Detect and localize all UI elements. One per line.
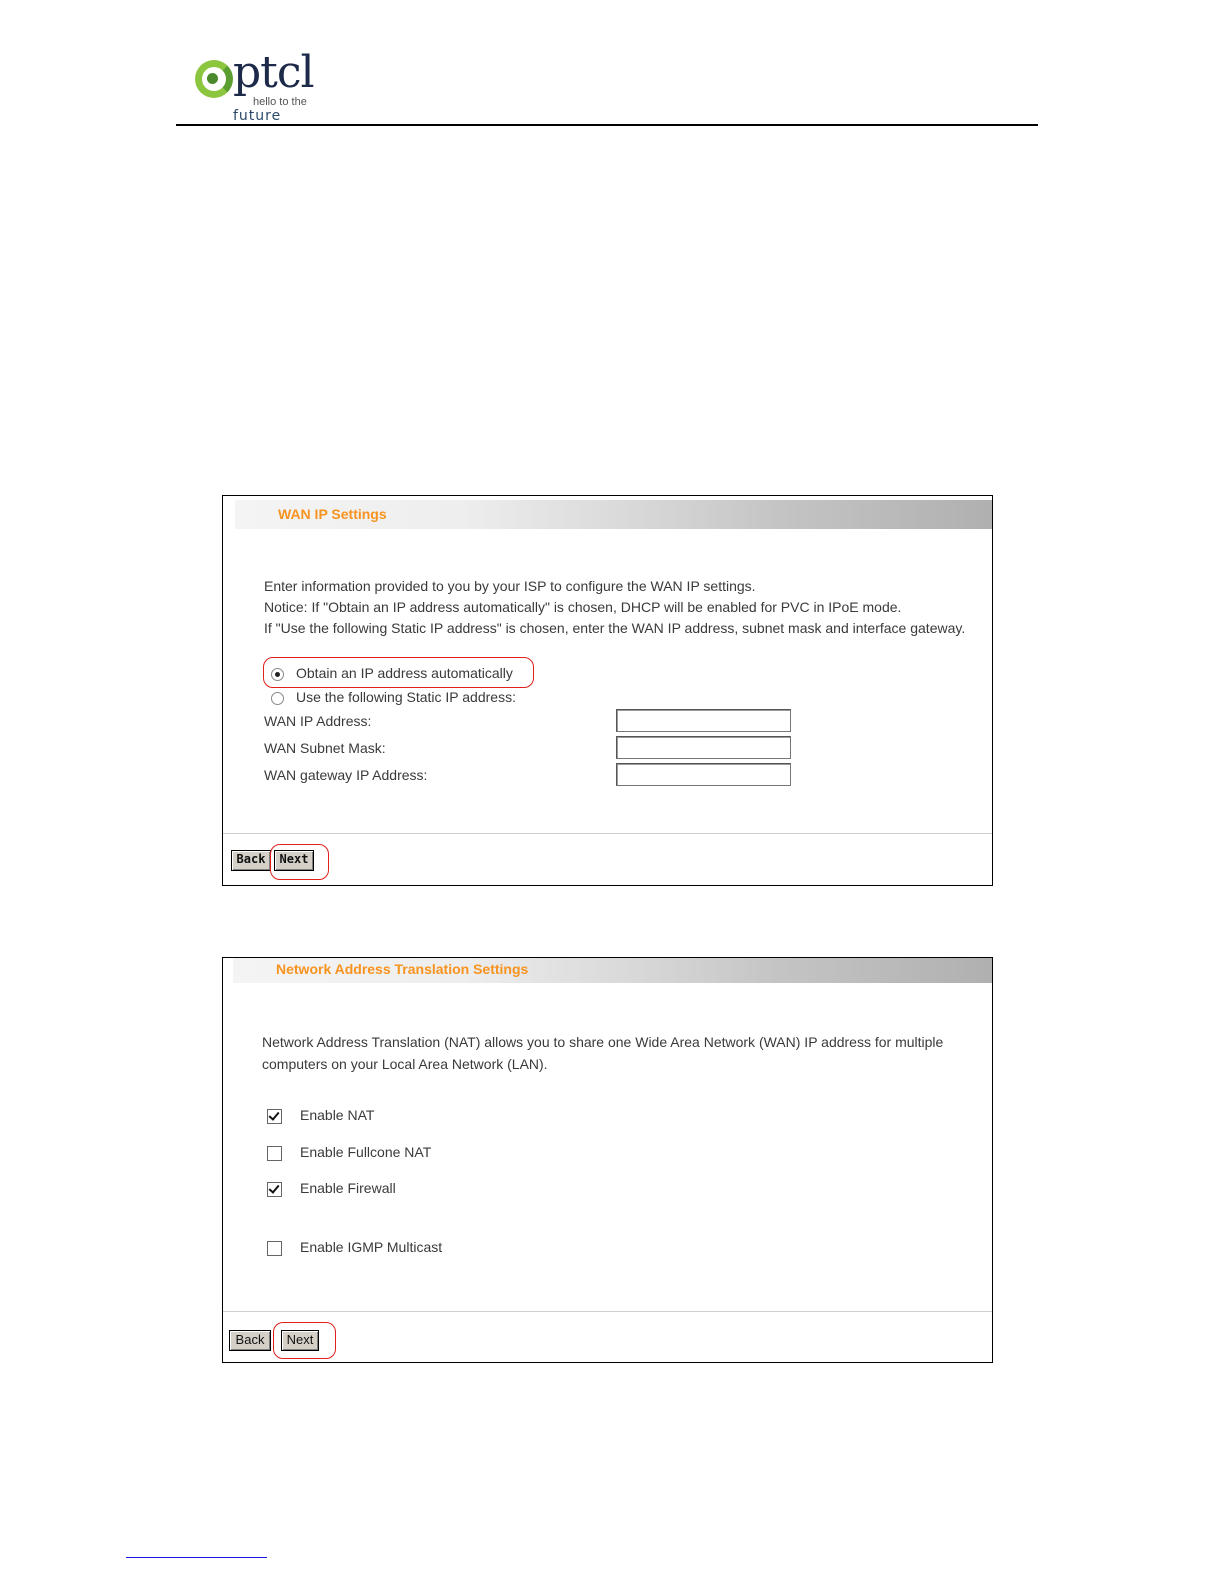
checkbox-icon[interactable] [267, 1109, 282, 1124]
wan-next-button[interactable]: Next [274, 850, 314, 871]
logo-tagline: hello to the [253, 96, 307, 108]
nat-panel-title: Network Address Translation Settings [276, 961, 529, 977]
checkbox-enable-firewall[interactable] [267, 1180, 396, 1197]
wan-ip-label: WAN IP Address: [264, 713, 372, 729]
nat-description-line-2: computers on your Local Area Network (LAN). [262, 1056, 548, 1072]
wan-panel-title: WAN IP Settings [278, 506, 387, 522]
wan-back-button[interactable]: Back [231, 850, 271, 871]
radio-button-icon[interactable] [271, 692, 284, 705]
checkbox-icon[interactable] [267, 1146, 282, 1161]
wan-ip-settings-panel [222, 495, 993, 886]
highlight-obtain-ip-auto [263, 657, 534, 688]
nat-settings-panel [222, 957, 993, 1363]
checkbox-label: Enable Firewall [300, 1180, 396, 1196]
highlight-nat-next [273, 1322, 336, 1359]
radio-label: Obtain an IP address automatically [296, 665, 513, 681]
checkbox-icon[interactable] [267, 1182, 282, 1197]
logo-wordmark: ptcl [233, 47, 314, 98]
checkbox-icon[interactable] [267, 1241, 282, 1256]
checkbox-enable-nat[interactable] [267, 1107, 374, 1124]
footer-link-underline [126, 1557, 267, 1558]
radio-label: Use the following Static IP address: [296, 689, 516, 705]
ptcl-logo [195, 47, 325, 126]
checkbox-enable-igmp-multicast[interactable] [267, 1239, 442, 1256]
header-divider [176, 124, 1038, 126]
wan-gateway-label: WAN gateway IP Address: [264, 767, 428, 783]
wan-footer-divider [223, 833, 992, 834]
checkbox-label: Enable Fullcone NAT [300, 1144, 432, 1160]
checkbox-enable-fullcone-nat[interactable] [267, 1144, 431, 1161]
wan-subnet-mask-input[interactable] [616, 736, 791, 759]
wan-description-line-1: Enter information provided to you by your ISP to configure the WAN IP settings. [264, 578, 756, 594]
nat-footer-divider [223, 1311, 992, 1312]
nat-description-line-1: Network Address Translation (NAT) allows you to share one Wide Area Network (WAN) IP address for multiple [262, 1034, 944, 1050]
checkbox-label: Enable IGMP Multicast [300, 1239, 443, 1255]
radio-static-ip[interactable] [271, 689, 516, 705]
nat-panel-titlebar [233, 958, 992, 983]
wan-panel-titlebar [235, 500, 992, 529]
wan-description-line-3: If "Use the following Static IP address" is chosen, enter the WAN IP address, subnet mask and interface gateway. [264, 620, 966, 636]
logo-dot-icon [207, 73, 218, 84]
nat-back-button[interactable]: Back [229, 1330, 271, 1351]
wan-subnet-mask-label: WAN Subnet Mask: [264, 740, 386, 756]
wan-ip-input[interactable] [616, 709, 791, 732]
checkbox-label: Enable NAT [300, 1107, 375, 1123]
logo-future: future [233, 108, 282, 124]
wan-description-line-2: Notice: If "Obtain an IP address automatically" is chosen, DHCP will be enabled for PVC in IPoE mode. [264, 599, 902, 615]
wan-gateway-input[interactable] [616, 763, 791, 786]
highlight-wan-next [270, 844, 329, 880]
nat-next-button[interactable]: Next [281, 1330, 319, 1351]
